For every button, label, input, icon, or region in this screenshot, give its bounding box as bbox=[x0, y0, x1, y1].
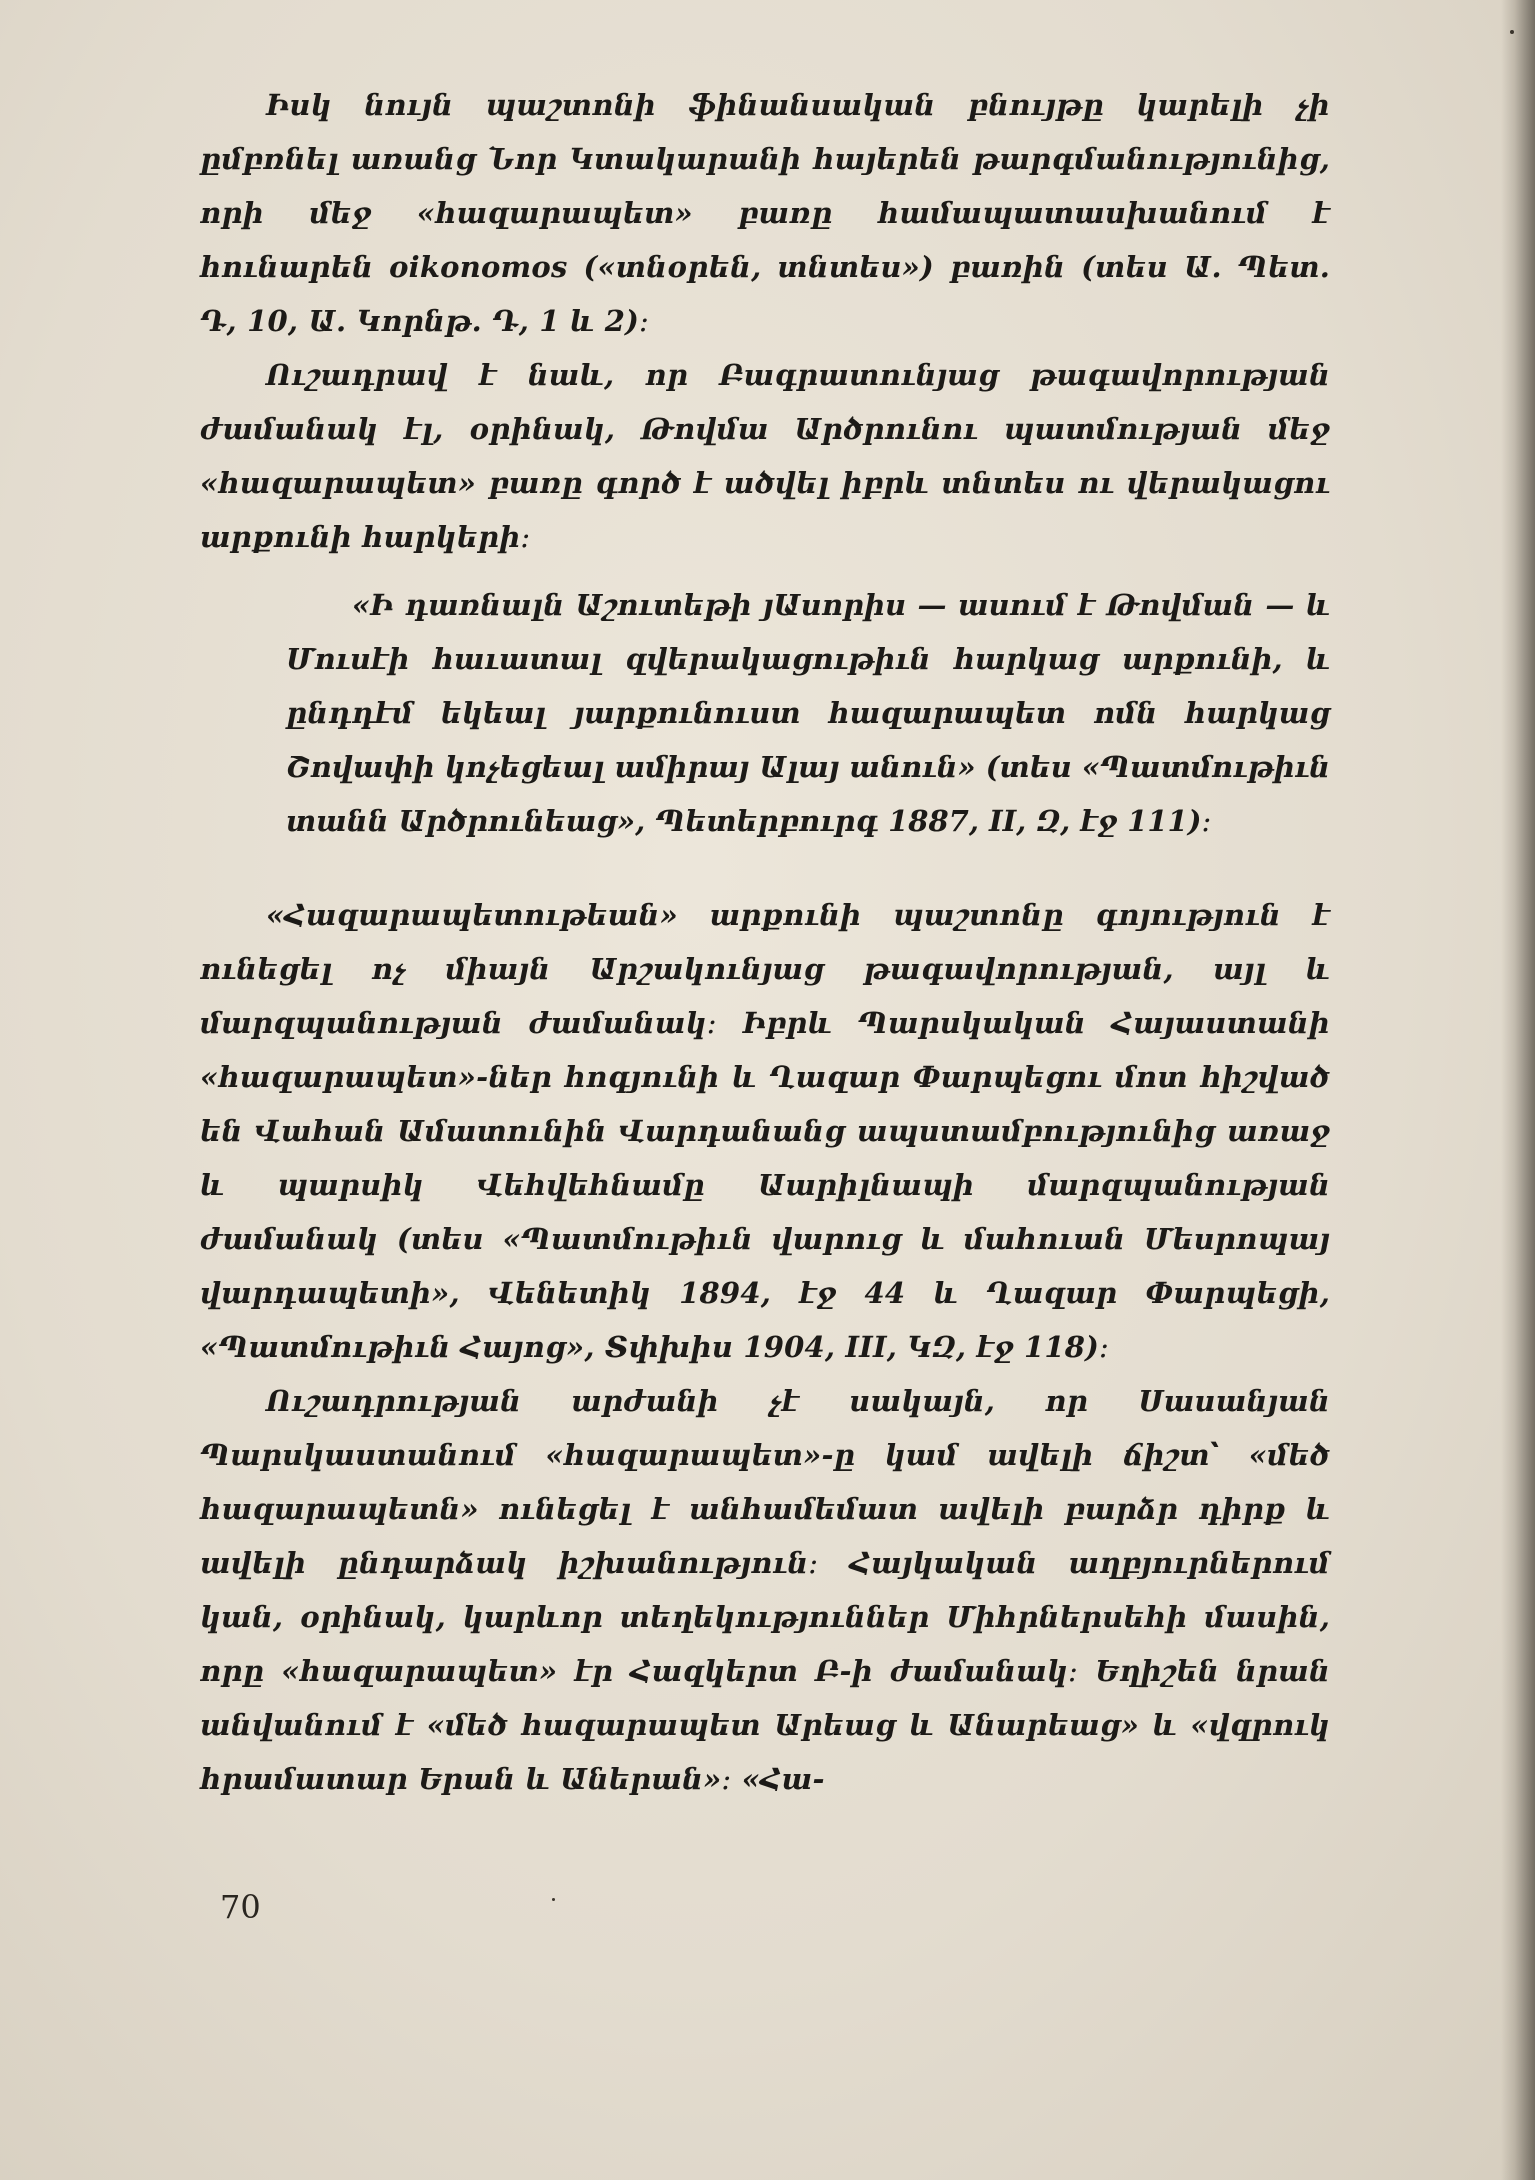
paragraph-2: Ուշադրավ է նաև, որ Բագրատունյաց թագավորության ժամանակ էլ, օրինակ, Թովմա Արծրունու պատմության մեջ «հազարապետ» բառը գործ է ածվել իբրև տնտես ու վերակացու արքունի հարկերի։ bbox=[200, 358, 1330, 554]
paragraph-1: Իսկ նույն պաշտոնի ֆինանսական բնույթը կարելի չի ըմբռնել առանց Նոր Կտակարանի հայերեն թարգմանությունից, որի մեջ «հազարապետ» բառը համապատասխանում է հունարեն oikonomos («տնօրեն, տնտես») բառին (տես Ա. Պետ. Դ, 10, Ա. Կորնթ. Դ, 1 և 2)։ bbox=[200, 88, 1330, 338]
page-number: 70 bbox=[220, 1888, 261, 1926]
paper-speck bbox=[552, 1898, 555, 1901]
paragraph-3: «Հազարապետութեան» արքունի պաշտոնը գոյություն է ունեցել ոչ միայն Արշակունյաց թագավորության, այլ և մարզպանության ժամանակ։ Իբրև Պարսկական Հայաստանի «հազարապետ»-ներ հոգյունի և Ղազար Փարպեցու մոտ հիշված են Վահան Ամատունին Վարդանանց ապստամբությունից առաջ և պարսիկ Վեհվեհնամը Աարիլնապի մարզպանության ժամանակ (տես «Պատմութիւն վարուց և մահուան Մեսրոպայ վարդապետի», Վենետիկ 1894, էջ 44 և Ղազար Փարպեցի, «Պատմութիւն Հայոց», Տփխիս 1904, III, ԿԶ, էջ 118)։ bbox=[200, 898, 1330, 1364]
binding-shadow bbox=[1501, 0, 1535, 2180]
block-quote: «Ի դառնալն Աշուտեթի յԱսորիս — ասում է Թովման — և Մուսէի հաւատալ զվերակացութիւն հարկաց արքունի, և ընդդէմ եկեալ յարքունուստ հազարապետ ոմն հարկաց Շովափի կոչեցեալ ամիրայ Ալայ անուն» (տես «Պատմութիւն տանն Արծրունեաց», Պետերբուրգ 1887, II, Զ, էջ 111)։ bbox=[286, 588, 1330, 838]
paper-speck bbox=[1510, 30, 1514, 34]
main-text bbox=[200, 78, 1330, 1806]
paragraph-4: Ուշադրության արժանի չէ սակայն, որ Սասանյան Պարսկաստանում «հազարապետ»-ը կամ ավելի ճիշտ՝ «մեծ հազարապետն» ունեցել է անհամեմատ ավելի բարձր դիրք և ավելի ընդարձակ իշխանություն։ Հայկական աղբյուրներում կան, օրինակ, կարևոր տեղեկություններ Միհրներսեհի մասին, որը «հազարապետ» էր Հազկերտ Բ-ի ժամանակ։ Եղիշեն նրան անվանում է «մեծ հազարապետ Արեաց և Անարեաց» և «վզրուկ հրամատար Երան և Աներան»։ «Հա- bbox=[200, 1384, 1330, 1796]
